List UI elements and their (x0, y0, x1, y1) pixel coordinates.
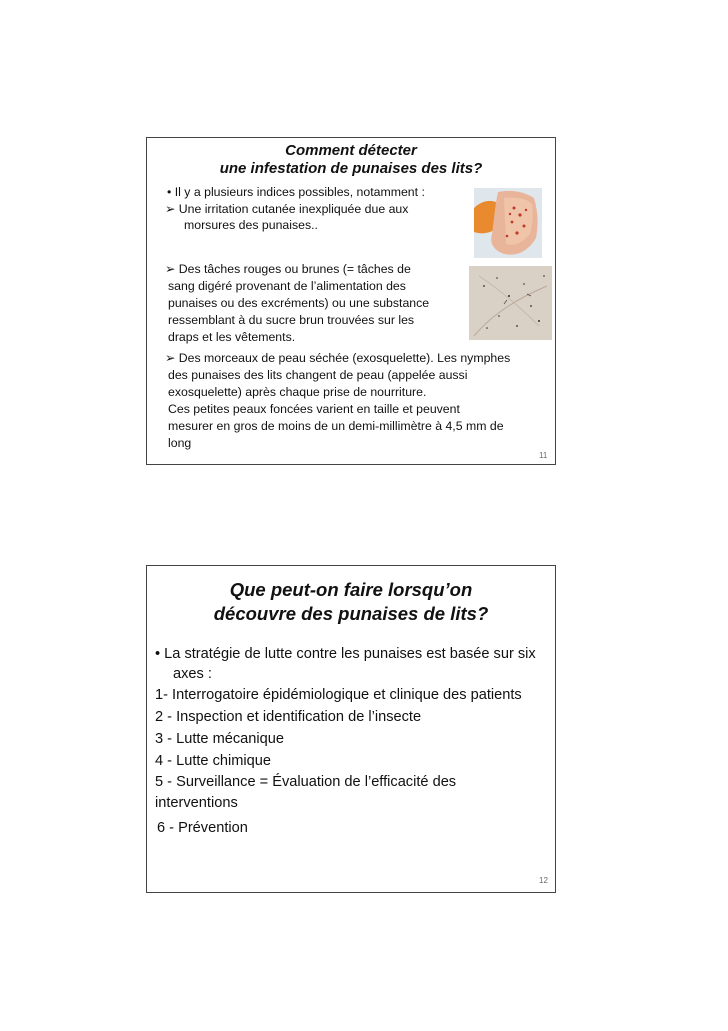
slide2-bullet-line1: • La stratégie de lutte contre les punaises est basée sur six (155, 646, 536, 662)
slide1-item3-line1: ➢ Des morceaux de peau séchée (exosquelette). Les nymphes (165, 351, 511, 365)
stained-sheet-photo (469, 266, 552, 340)
slide2-title-line1: Que peut-on faire lorsqu’on (229, 579, 473, 600)
slide1-page-number: 11 (539, 451, 548, 460)
axis-4: 4 - Lutte chimique (155, 753, 272, 769)
slide2-bullet-line2: axes : (173, 666, 212, 682)
axis-5-continued: interventions (155, 795, 238, 811)
slide1-item3-line2: des punaises des lits changent de peau (appelée aussi (168, 368, 468, 382)
slide1-title-line2: une infestation de punaises des lits? (219, 160, 483, 177)
slide2-title-line2: découvre des punaises de lits? (213, 603, 489, 624)
axis-3: 3 - Lutte mécanique (155, 731, 284, 747)
slide2-page-number: 12 (539, 876, 548, 885)
slide1-item2-line2: sang digéré provenant de l’alimentation des (168, 279, 406, 293)
slide1-item3-line5: mesurer en gros de moins de un demi-millimètre à 4,5 mm de (168, 419, 504, 433)
slide1-item2-line3: punaises ou des excréments) ou une substance (168, 296, 430, 310)
slide1-item3-line3: exosquelette) après chaque prise de nourriture. (168, 385, 427, 399)
axis-1: 1- Interrogatoire épidémiologique et clinique des patients (155, 687, 522, 703)
slide1-item2-line4: ressemblant à du sucre brun trouvées sur les (168, 313, 415, 327)
slide-11 (146, 137, 556, 465)
slide-12 (146, 565, 556, 893)
slide1-item3-line6: long (168, 436, 192, 450)
slide1-item1-line2: morsures des punaises.. (184, 218, 318, 232)
axis-6: 6 - Prévention (157, 820, 248, 836)
slide1-intro-bullet: • Il y a plusieurs indices possibles, notamment : (167, 185, 425, 199)
slide1-item1-line1: ➢ Une irritation cutanée inexpliquée due aux (165, 202, 409, 216)
axis-2: 2 - Inspection et identification de l’insecte (155, 709, 422, 725)
slide1-item3-line4: Ces petites peaux foncées varient en taille et peuvent (168, 402, 460, 416)
slide1-title-line1: Comment détecter (285, 142, 417, 159)
slide1-item2-line1: ➢ Des tâches rouges ou brunes (= tâches de (165, 262, 411, 276)
axis-5: 5 - Surveillance = Évaluation de l’efficacité des (155, 774, 457, 790)
slide1-item2-line5: draps et les vêtements. (168, 330, 296, 344)
skin-bites-photo (474, 188, 542, 258)
